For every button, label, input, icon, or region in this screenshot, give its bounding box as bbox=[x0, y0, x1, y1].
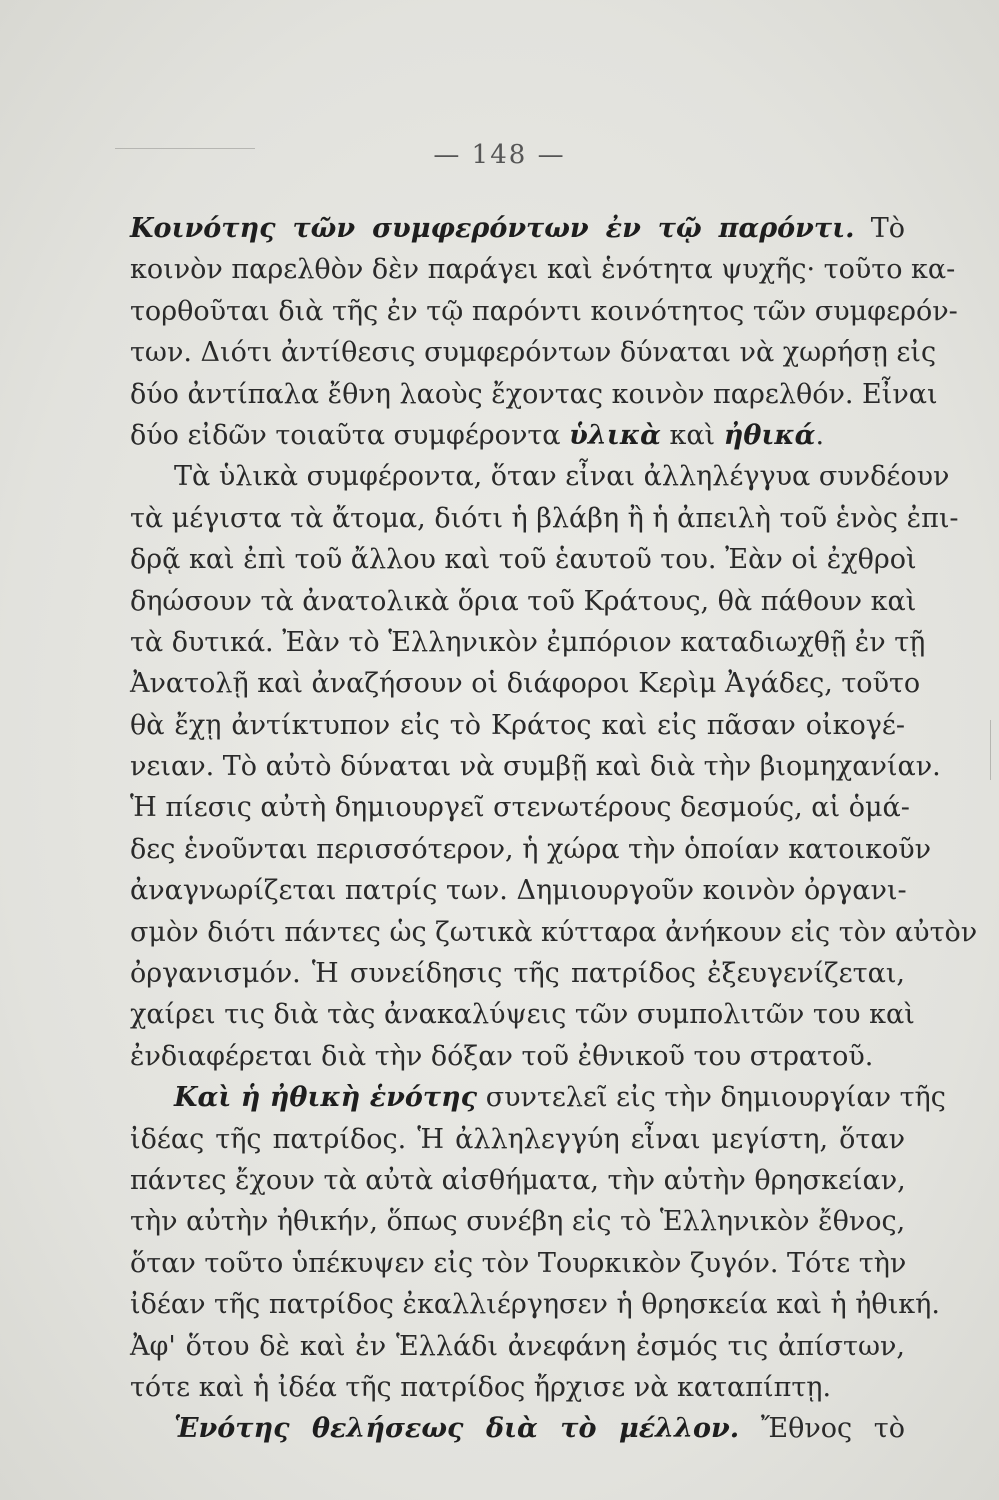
text-line bbox=[130, 1201, 905, 1242]
line-text: θὰ ἔχῃ ἀντίκτυπον εἰς τὸ Κράτος καὶ εἰς πᾶσαν οἰκογέ- bbox=[130, 709, 905, 741]
line-text: δύο ἀντίπαλα ἔθνη λαοὺς ἔχοντας κοινὸν παρελθόν. Εἶναι bbox=[130, 378, 938, 410]
emphasis-text: Καὶ ἡ ἠθικὴ ἑνότης bbox=[174, 1082, 478, 1114]
text-line bbox=[130, 1077, 946, 1118]
line-text: ἐνδιαφέρεται διὰ τὴν δόξαν τοῦ ἐθνικοῦ του στρατοῦ. bbox=[130, 1040, 874, 1072]
line-text: τότε καὶ ἡ ἰδέα τῆς πατρίδος ἤρχισε νὰ καταπίπτῃ. bbox=[130, 1371, 832, 1403]
line-text: δες ἑνοῦνται περισσότερον, ἡ χώρα τὴν ὁποίαν κατοικοῦν bbox=[130, 833, 932, 865]
line-text: δύο εἰδῶν τοιαῦτα συμφέροντα bbox=[130, 419, 570, 451]
emphasis-text: Κοινότης τῶν συμφερόντων ἐν τῷ παρόντι. bbox=[130, 213, 855, 244]
text-line bbox=[130, 912, 978, 953]
line-text: σμὸν διότι πάντες ὡς ζωτικὰ κύτταρα ἀνήκουν εἰς τὸν αὐτὸν bbox=[130, 916, 978, 948]
line-text: ἰδέαν τῆς πατρίδος ἐκαλλιέργησεν ἡ θρησκεία καὶ ἡ ἠθική. bbox=[130, 1289, 940, 1321]
text-line bbox=[130, 415, 905, 456]
line-text: ἀναγνωρίζεται πατρίς των. Δημιουργοῦν κοινὸν ὀργανι- bbox=[130, 875, 907, 907]
line-text: τὰ μέγιστα τὰ ἄτομα, διότι ἡ βλάβη ἢ ἡ ἀπειλὴ τοῦ ἑνὸς ἐπι- bbox=[130, 502, 959, 534]
text-line bbox=[130, 787, 910, 828]
text-line bbox=[130, 456, 950, 497]
line-text: συντελεῖ εἰς τὴν δημιουργίαν τῆς bbox=[477, 1082, 946, 1114]
line-text: Ἀνατολῇ καὶ ἀναζήσουν οἱ διάφοροι Κερὶμ Ἀγάδες, τοῦτο bbox=[130, 668, 921, 700]
text-line bbox=[130, 994, 915, 1035]
line-text: Ἡ πίεσις αὐτὴ δημιουργεῖ στενωτέρους δεσμούς, αἱ ὁμά- bbox=[130, 792, 910, 824]
text-line bbox=[130, 829, 932, 870]
text-line bbox=[130, 705, 905, 746]
text-line bbox=[130, 332, 937, 373]
text-line bbox=[130, 374, 938, 415]
text-line bbox=[130, 1243, 905, 1284]
line-text: των. Διότι ἀντίθεσις συμφερόντων δύναται νὰ χωρήσῃ εἰς bbox=[130, 337, 937, 369]
text-line bbox=[130, 1367, 905, 1408]
text-line bbox=[130, 663, 921, 704]
line-text: τορθοῦται διὰ τῆς ἐν τῷ παρόντι κοινότητος τῶν συμφερόν- bbox=[130, 295, 958, 327]
line-text: ἰδέας τῆς πατρίδος. Ἡ ἀλληλεγγύη εἶναι μεγίστη, ὅταν bbox=[130, 1123, 905, 1155]
page-number: — 148 — bbox=[433, 140, 566, 170]
line-text: Τὸ bbox=[854, 213, 905, 244]
line-text: κοινὸν παρελθὸν δὲν παράγει καὶ ἑνότητα ψυχῆς· τοῦτο κα- bbox=[130, 254, 956, 286]
text-body bbox=[130, 208, 978, 1450]
line-text: . bbox=[815, 419, 825, 451]
line-text: πάντες ἔχουν τὰ αὐτὰ αἰσθήματα, τὴν αὐτὴν θρησκείαν, bbox=[130, 1164, 906, 1196]
text-line bbox=[130, 1326, 905, 1367]
text-line bbox=[130, 498, 959, 539]
line-text: δρᾷ καὶ ἐπὶ τοῦ ἄλλου καὶ τοῦ ἑαυτοῦ του. Ἐὰν οἱ ἐχθροὶ bbox=[130, 544, 917, 576]
line-text: Ἀφ' ὅτου δὲ καὶ ἐν Ἑλλάδι ἀνεφάνη ἐσμός τις ἀπίστων, bbox=[130, 1330, 905, 1362]
text-line bbox=[130, 870, 905, 911]
text-line bbox=[130, 539, 917, 580]
line-text: χαίρει τις διὰ τὰς ἀνακαλύψεις τῶν συμπολιτῶν του καὶ bbox=[130, 999, 915, 1031]
text-line bbox=[130, 953, 905, 994]
line-text: Τὰ ὑλικὰ συμφέροντα, ὅταν εἶναι ἀλληλέγγυα συνδέουν bbox=[174, 461, 950, 493]
text-line bbox=[130, 581, 917, 622]
text-line bbox=[130, 1036, 905, 1077]
line-text: ὅταν τοῦτο ὑπέκυψεν εἰς τὸν Τουρκικὸν ζυγόν. Τότε τὴν bbox=[130, 1247, 907, 1279]
text-line bbox=[130, 1408, 905, 1449]
line-text: δηώσουν τὰ ἀνατολικὰ ὅρια τοῦ Κράτους, θὰ πάθουν καὶ bbox=[130, 585, 917, 617]
emphasis-text: ὑλικὰ bbox=[569, 419, 661, 451]
text-line bbox=[130, 1160, 905, 1201]
text-line bbox=[130, 249, 956, 290]
emphasis-text: ἠθικά bbox=[723, 419, 816, 451]
line-text: καὶ bbox=[660, 419, 724, 451]
line-text: νειαν. Τὸ αὐτὸ δύναται νὰ συμβῇ καὶ διὰ τὴν βιομηχανίαν. bbox=[130, 751, 941, 783]
emphasis-text: Ἑνότης θελήσεως διὰ τὸ μέλλον. bbox=[174, 1413, 740, 1445]
text-line bbox=[130, 208, 905, 249]
text-line bbox=[130, 746, 941, 787]
line-text: ὀργανισμόν. Ἡ συνείδησις τῆς πατρίδος ἐξευγενίζεται, bbox=[130, 958, 905, 990]
text-line bbox=[130, 291, 958, 332]
text-line bbox=[130, 1119, 905, 1160]
text-line bbox=[130, 1284, 940, 1325]
line-text: Ἔθνος τὸ bbox=[739, 1413, 905, 1445]
margin-mark bbox=[990, 720, 999, 780]
text-line bbox=[130, 622, 926, 663]
line-text: τὰ δυτικά. Ἐὰν τὸ Ἑλληνικὸν ἐμπόριον καταδιωχθῇ ἐν τῇ bbox=[130, 626, 926, 658]
line-text: τὴν αὐτὴν ἠθικήν, ὅπως συνέβη εἰς τὸ Ἑλληνικὸν ἔθνος, bbox=[130, 1206, 906, 1238]
